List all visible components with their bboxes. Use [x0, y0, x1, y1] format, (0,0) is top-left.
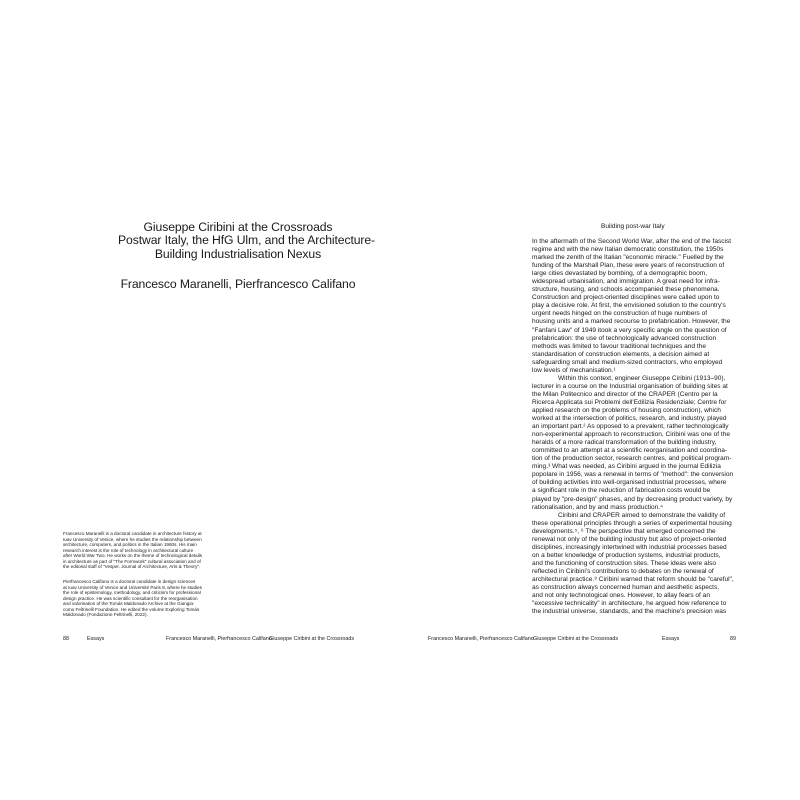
- body-line: on a better knowledge of production systems, industrial products,: [532, 551, 721, 559]
- bio-line: design practice. He was scientific consultant for the reorganisation: [63, 595, 198, 601]
- body-line: funding of the Marshall Plan, these were years of reconstruction of: [532, 262, 725, 270]
- body-line: developments.⁵, ⁶ The perspective that emerged concerned the: [532, 527, 716, 535]
- right-folio-authors: Francesco Maranelli, Pierfrancesco Califano: [428, 636, 534, 642]
- bio-line: Iuav University of Venice, where he studies the relationship between: [63, 536, 202, 542]
- chapter-authors: Francesco Maranelli, Pierfrancesco Califano: [120, 277, 356, 292]
- body-line: marked the zenith of the Italian "economic miracle." Fuelled by the: [532, 254, 724, 262]
- author-bio-califano: [63, 579, 243, 618]
- right-folio-section: Essays: [662, 636, 680, 642]
- body-line: "Fanfani Law" of 1949 itook a very specific angle on the question of: [532, 326, 727, 334]
- body-line: large cities devastated by bombing, of a demographic boom,: [532, 270, 708, 278]
- body-line: popolare in 1956, was a renewal in terms of "method": the conversion: [532, 471, 734, 479]
- body-line: widespread urbanisation, and immigration. A great need for infra-: [532, 278, 720, 286]
- body-line: applied research on the problems of housing construction), which: [532, 406, 721, 414]
- bio-line: the role of epistemology, methodology, and criticism for professional: [63, 590, 201, 596]
- body-line: disciplines, increasingly intertwined with industrial processes based: [532, 543, 727, 551]
- body-line: housing units and a marked recourse to prefabrication. However, the: [532, 318, 731, 326]
- body-line: and the functioning of construction sites. These ideas were also: [532, 559, 717, 567]
- body-line: a significant role in the reduction of fabrication costs would be: [532, 487, 711, 495]
- body-line: as construction always concerned human and aesthetic aspects,: [532, 584, 720, 592]
- body-line: methods was limited to favour traditional techniques and the: [532, 342, 706, 350]
- body-line: ming.³ What was needed, as Ciribini argued in the journal Edilizia: [532, 463, 721, 471]
- body-line: structure, housing, and schools accompanied these phenomena.: [532, 286, 720, 294]
- body-line: urgent needs hinged on the construction of huge numbers of: [532, 310, 708, 318]
- body-line: "excessive technicality" in architecture, he argued how reference to: [532, 600, 727, 608]
- body-line: Construction and project-oriented disciplines were called upon to: [532, 294, 720, 302]
- body-line: low levels of mechanisation.¹: [532, 366, 616, 374]
- body-line: standardisation of construction elements, a decision aimed at: [532, 350, 710, 358]
- body-line: heralds of a more radical transformation of the building industry,: [532, 439, 717, 447]
- bio-line: at Iuav University of Venice and Université Paris 8, where he studies: [63, 584, 202, 590]
- body-line: committed to an attempt at a scientific reorganisation and coordina-: [532, 447, 728, 455]
- body-line: worked at the intersection of politics, research, and industry, played: [532, 415, 727, 423]
- body-line: prefabrication: the use of technologically advanced construction: [532, 334, 717, 342]
- body-line: an important part.² As opposed to a prevalent, rather technologically: [532, 423, 729, 431]
- bio-line: after World War Two. He works on the theme of technological details: [63, 553, 203, 559]
- body-line: play a decisive role. At first, the envisioned solution to the country's: [532, 302, 726, 310]
- body-line: these operational principles through a series of experimental housing: [532, 519, 732, 527]
- left-folio-running-title: Giuseppe Ciribini at the Crossroads: [269, 636, 355, 642]
- body-line: tion of the production sector, research centres, and political program-: [532, 455, 732, 463]
- chapter-title-block: [118, 220, 376, 292]
- bio-line: the editorial staff of "Vesper. Journal of Architecture, Arts & Theory".: [63, 564, 201, 570]
- body-line: In the aftermath of the Second World War, after the end of the fascist: [532, 238, 732, 245]
- body-line: played by "pre-design" phases, and by decreasing product variety, by: [532, 495, 733, 503]
- body-line: regime and with the new Italian democratic constitution, the 1950s: [532, 246, 724, 254]
- bio-line: Pierfrancesco Califano is a doctoral candidate in design sciences: [63, 579, 196, 584]
- chapter-title-line: Building Industrialisation Nexus: [154, 246, 322, 261]
- author-bio-maranelli: [63, 531, 243, 570]
- body-line: non-experimental approach to reconstruction, Ciribini was one of the: [532, 431, 730, 439]
- body-line: the Milan Politecnico and director of the CRAPER (Centro per la: [532, 390, 718, 398]
- body-line: Within this context, engineer Giuseppe Ciribini (1913–90),: [558, 374, 726, 382]
- body-line: rationalisation, and by and mass production.⁴: [532, 503, 663, 511]
- body-line: renewal not only of the building industry but also of project-oriented: [532, 535, 727, 543]
- left-page-number: 88: [63, 636, 69, 642]
- bio-line: Maldonado (Fondazione Feltrinelli, 2022).: [63, 612, 148, 618]
- bio-line: research interest is the role of technology in architectural culture: [63, 547, 194, 553]
- body-text-column: [532, 238, 742, 616]
- body-line: Ricerca Applicata sui Problemi dell'Edilizia Residenziale; Centre for: [532, 398, 727, 406]
- body-line: the industrial universe, standards, and the machine's precision was: [532, 608, 727, 616]
- left-folio-section: Essays: [87, 636, 105, 642]
- chapter-title-line: Postwar Italy, the HfG Ulm, and the Architecture-: [118, 233, 376, 248]
- body-line: of building activities into well-organised industrial processes, where: [532, 479, 727, 487]
- bio-line: architecture, computers, and politics in the Italian 1960s. His main: [63, 542, 197, 548]
- section-heading: Building post-war Italy: [601, 223, 665, 230]
- bio-line: and valorisation of the Tomás Maldonado Archive at the Giangia-: [63, 601, 195, 607]
- bio-line: in architecture as part of "The Formwork" cultural association and of: [63, 558, 201, 564]
- body-line: lecturer in a course on the Industrial organisation of building sites at: [532, 382, 728, 390]
- chapter-title-line: Giuseppe Ciribini at the Crossroads: [143, 220, 333, 234]
- bio-line: Francesco Maranelli is a doctoral candidate in architecture history at: [63, 531, 202, 536]
- right-folio-running-title: Giuseppe Ciribini at the Crossroads: [533, 636, 619, 642]
- body-line: Ciribini and CRAPER aimed to demonstrate the validity of: [558, 511, 726, 519]
- body-line: reflected in Ciribini's contributions to debates on the renewal of: [532, 567, 714, 575]
- body-line: safeguarding small and medium-sized contractors, who employed: [532, 358, 723, 366]
- body-line: and not only technological ones. However, to allay fears of an: [532, 592, 710, 600]
- right-page-number: 89: [730, 636, 736, 642]
- bio-line: como Feltrinelli Foundation. He edited the volume Exploring Tomás: [63, 606, 200, 612]
- body-line: architectural practice.⁸ Ciribini warned that reform should be "careful",: [532, 575, 734, 583]
- left-folio-authors: Francesco Maranelli, Pierfrancesco Califano: [166, 636, 272, 642]
